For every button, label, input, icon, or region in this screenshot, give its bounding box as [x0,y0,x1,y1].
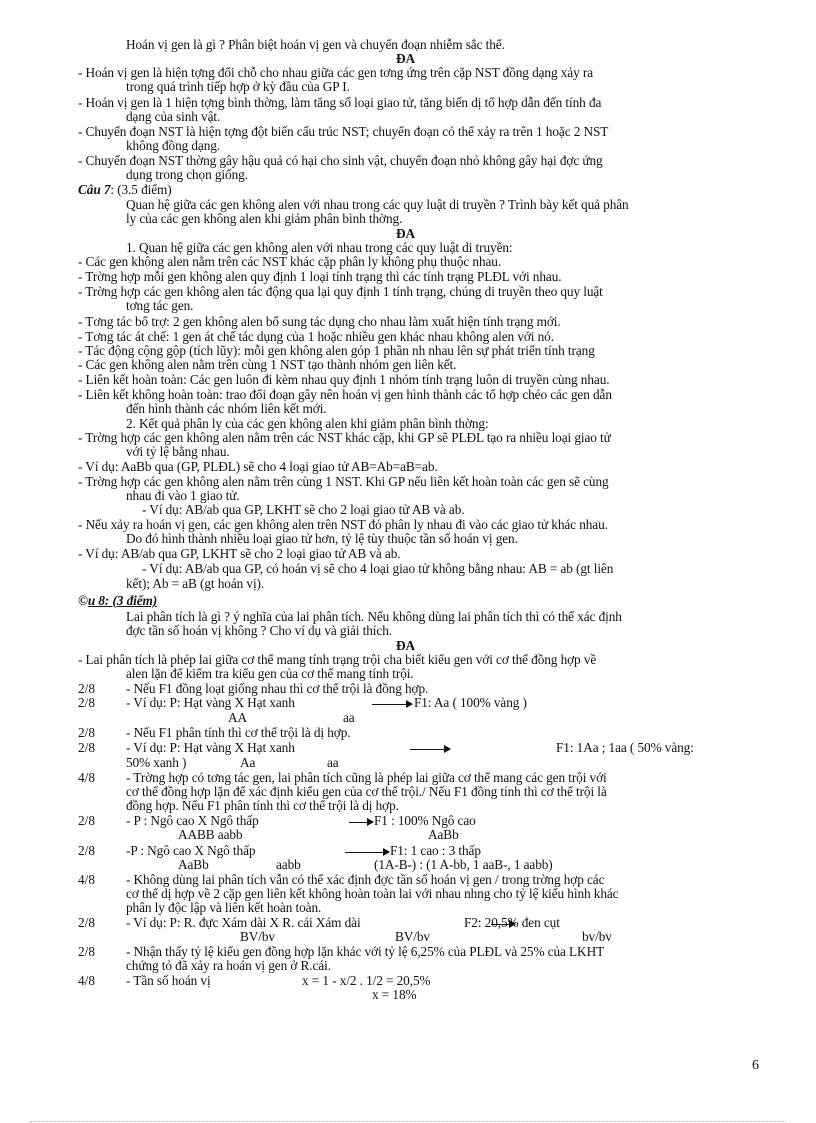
answer-line: cơ thể đồng hợp lặn để xác định kiểu gen của cơ thể trội./ Nếu F1 đồng tính thì cơ thể trội là [126,784,607,799]
answer-line: - Chuyển đoạn NST thờng gây hậu quả có hại cho sinh vật, chuyển đoạn nhỏ không gây hại đợc ứng [78,153,603,168]
example-cross: - Ví dụ: P: Hạt vàng X Hạt xanh [126,695,295,710]
answer-line: - Không dùng lai phân tích vẫn có thể xác định đợc tần số hoán vị gen / trong trờng hợp các [126,872,605,887]
answer-line: dụng trong chọn giống. [126,167,248,182]
genotype-label: AABB aabb [178,827,243,842]
example-result: 50% xanh ) [126,755,187,770]
example-result: F1: Aa ( 100% vàng ) [414,695,527,710]
answer-line: cơ thể dị hợp về 2 cặp gen liên kết không hoàn toàn lai với nhau nhng cho tỷ lệ kiểu hình khác [126,886,619,901]
answer-line: - Trờng hợp các gen không alen nằm trên các NST khác cặp, khi GP sẽ PLĐL tạo ra nhiều loại giao tử [78,430,611,445]
question-text: Hoán vị gen là gì ? Phân biệt hoán vị gen và chuyển đoạn nhiễm sắc thể. [126,37,505,52]
answer-heading: ĐA [396,226,416,241]
example-cross: - Ví dụ: P: Hạt vàng X Hạt xanh [126,740,295,755]
margin-score: 2/8 [78,813,95,828]
answer-line: phân ly độc lập và liên kết hoàn toàn. [126,900,322,915]
margin-score: 2/8 [78,695,95,710]
question-points: : (3.5 điểm) [110,182,172,197]
example-result: F1 : 100% Ngô cao [374,813,476,828]
answer-line: - Nếu F1 phân tính thì cơ thể trội là dị hợp. [126,725,351,740]
page-number: 6 [752,1058,759,1073]
margin-score: 4/8 [78,770,95,785]
question-heading [78,183,172,197]
margin-score: 2/8 [78,843,95,858]
answer-line: - Tơng tác át chế: 1 gen át chế tác dụng của 1 hoặc nhiều gen khác nhau không alen với nó. [78,329,554,344]
answer-line: Do đó hình thành nhiều loại giao tử hơn, tỷ lệ tùy thuộc tần số hoán vị gen. [126,531,518,546]
genotype-label: Aa [240,755,256,770]
example-cross: -P : Ngô cao X Ngô thấp [126,843,256,858]
answer-line: - Các gen không alen nằm trên cùng 1 NST tạo thành nhóm gen liên kết. [78,357,457,372]
example-cross: - P : Ngô cao X Ngô thấp [126,813,259,828]
margin-score: 2/8 [78,725,95,740]
margin-score: 2/8 [78,681,95,696]
question-text: đợc tần số hoán vị không ? Cho ví dụ và giải thích. [126,623,392,638]
answer-line: - Nếu F1 đồng loạt giống nhau thì cơ thể trội là đồng hợp. [126,681,429,696]
cross-arrow [345,852,389,853]
margin-score: 4/8 [78,872,95,887]
genotype-label: aa [343,710,355,725]
genotype-label: aabb [276,857,301,872]
example-result: F2: 20,5% đen cụt [464,915,560,930]
answer-line: - Ví dụ: AB/ab qua GP, LKHT sẽ cho 2 loại giao tử AB và ab. [142,502,465,517]
section-heading: 2. Kết quả phân ly của các gen không alen khi giảm phân bình thờng: [126,416,489,431]
section-heading: 1. Quan hệ giữa các gen không alen với nhau trong các quy luật di truyền: [126,240,513,255]
answer-line: chứng tỏ đã xảy ra hoán vị gen ở R.cái. [126,958,331,973]
answer-line: - Ví dụ: AaBb qua (GP, PLĐL) sẽ cho 4 loại giao tử AB=Ab=aB=ab. [78,459,438,474]
question-text: Quan hệ giữa các gen không alen với nhau trong các quy luật di truyền ? Trình bày kết quả phân [126,197,629,212]
answer-line: - Ví dụ: AB/ab qua GP, LKHT sẽ cho 2 loại giao tử AB và ab. [78,546,401,561]
answer-line: đến hình thành các nhóm liên kết mới. [126,401,327,416]
answer-line: - Các gen không alen nằm trên các NST khác cặp phân ly không phụ thuộc nhau. [78,254,502,269]
cross-arrow [410,749,450,750]
answer-line: - Lai phân tích là phép lai giữa cơ thể mang tính trạng trội cha biết kiểu gen với cơ thể đồng hợp về [78,652,597,667]
answer-line: - Trờng hợp các gen không alen nằm trên cùng 1 NST. Khi GP nếu liên kết hoàn toàn các gen sẽ cùng [78,474,609,489]
answer-heading: ĐA [396,638,416,653]
genotype-label: AaBb [178,857,209,872]
answer-line: - Hoán vị gen là hiện tợng đổi chỗ cho nhau giữa các gen tơng ứng trên cặp NST đồng dạng xảy ra [78,65,594,80]
answer-line: - Nếu xảy ra hoán vị gen, các gen không alen trên NST đó phân ly nhau đi vào các giao tử khác nhau. [78,517,608,532]
answer-line: alen lặn để kiểm tra kiểu gen của cơ thể mang tính trội. [126,666,414,681]
example-cross: - Ví dụ: P: R. đực Xám dài X R. cái Xám dài [126,915,361,930]
answer-line: - Liên kết hoàn toàn: Các gen luôn đi kèm nhau quy định 1 nhóm tính trạng luôn di truyền cùng nhau. [78,372,610,387]
margin-score: 2/8 [78,740,95,755]
genotype-label: bv/bv [582,929,612,944]
answer-line: kết); Ab = aB (gt hoán vị). [126,576,265,591]
answer-line: - Tác động cộng gộp (tích lũy): mỗi gen không alen góp 1 phần nh nhau lên sự phát triển tính trạng [78,343,595,358]
genotype-label: BV/bv [240,929,275,944]
example-result: F1: 1Aa ; 1aa ( 50% vàng: [556,740,694,755]
question-heading [78,594,157,608]
answer-line: - Chuyển đoạn NST là hiện tợng đột biến cấu trúc NST; chuyển đoạn có thể xảy ra trên 1 hoặc 2 NST [78,124,609,139]
margin-score: 2/8 [78,915,95,930]
answer-line: - Trờng hợp mỗi gen không alen quy định 1 loại tính trạng thì các tính trạng PLĐL với nhau. [78,269,562,284]
question-number: Câu 7 [78,182,111,197]
question-number: u 8: (3 điểm) [87,593,158,608]
example-result: (1A-B-) : (1 A-bb, 1 aaB-, 1 aabb) [374,857,553,872]
genotype-label: AA [228,710,248,725]
margin-score: 2/8 [78,944,95,959]
question-text: Lai phân tích là gì ? ý nghĩa của lai phân tích. Nếu không dùng lai phân tích thì có thể xác định [126,609,622,624]
answer-line: nhau đi vào 1 giao tử. [126,488,240,503]
question-text: ly của các gen không alen khi giảm phân bình thờng. [126,211,403,226]
answer-line: đồng hợp. Nếu F1 phân tính thì cơ thể trội là dị hợp. [126,798,399,813]
answer-line: - Hoán vị gen là 1 hiện tợng bình thờng, làm tăng số loại giao tử, tăng biến dị tổ hợp dẫn đến tính đa [78,95,602,110]
genotype-label: BV/bv [395,929,430,944]
answer-line: không đồng dạng. [126,138,221,153]
margin-score: 4/8 [78,973,95,988]
formula: x = 1 - x/2 . 1/2 = 20,5% [302,973,431,988]
answer-line: tơng tác gen. [126,298,194,313]
answer-line: trong quá trình tiếp hợp ở kỳ đầu của GP I. [126,79,350,94]
answer-line: - Trờng hợp các gen không alen tác động qua lại quy định 1 tính trạng, chúng di truyền theo quy luật [78,284,603,299]
cross-arrow [349,822,373,823]
example-result: F1: 1 cao : 3 thấp [390,843,481,858]
cross-arrow [372,704,412,705]
page-bottom-rule [30,1121,786,1122]
answer-line: - Ví dụ: AB/ab qua GP, có hoán vị sẽ cho 4 loại giao tử không bằng nhau: AB = ab (gt liên [142,561,614,576]
formula-result: x = 18% [372,987,417,1002]
genotype-label: aa [327,755,339,770]
answer-line: - Tơng tác bổ trợ: 2 gen không alen bổ sung tác dụng cho nhau làm xuất hiện tính trạng mới. [78,314,561,329]
answer-line: - Nhận thấy tỷ lệ kiểu gen đồng hợp lặn khác với tỷ lệ 6,25% của PLĐL và 25% của LKHT [126,944,605,959]
genotype-label: AaBb [428,827,459,842]
answer-line: - Trờng hợp có tơng tác gen, lai phân tích cũng là phép lai giữa cơ thể mang các gen trội với [126,770,607,785]
answer-line: với tỷ lệ bằng nhau. [126,444,230,459]
question-symbol: © [78,593,88,608]
answer-line: - Liên kết không hoàn toàn: trao đổi đoạn gây nên hoán vị gen hình thành các tổ hợp chéo các gen dẫn [78,387,612,402]
answer-heading: ĐA [396,51,416,66]
answer-line: dạng của sinh vật. [126,109,221,124]
answer-line: - Tần số hoán vị [126,973,211,988]
